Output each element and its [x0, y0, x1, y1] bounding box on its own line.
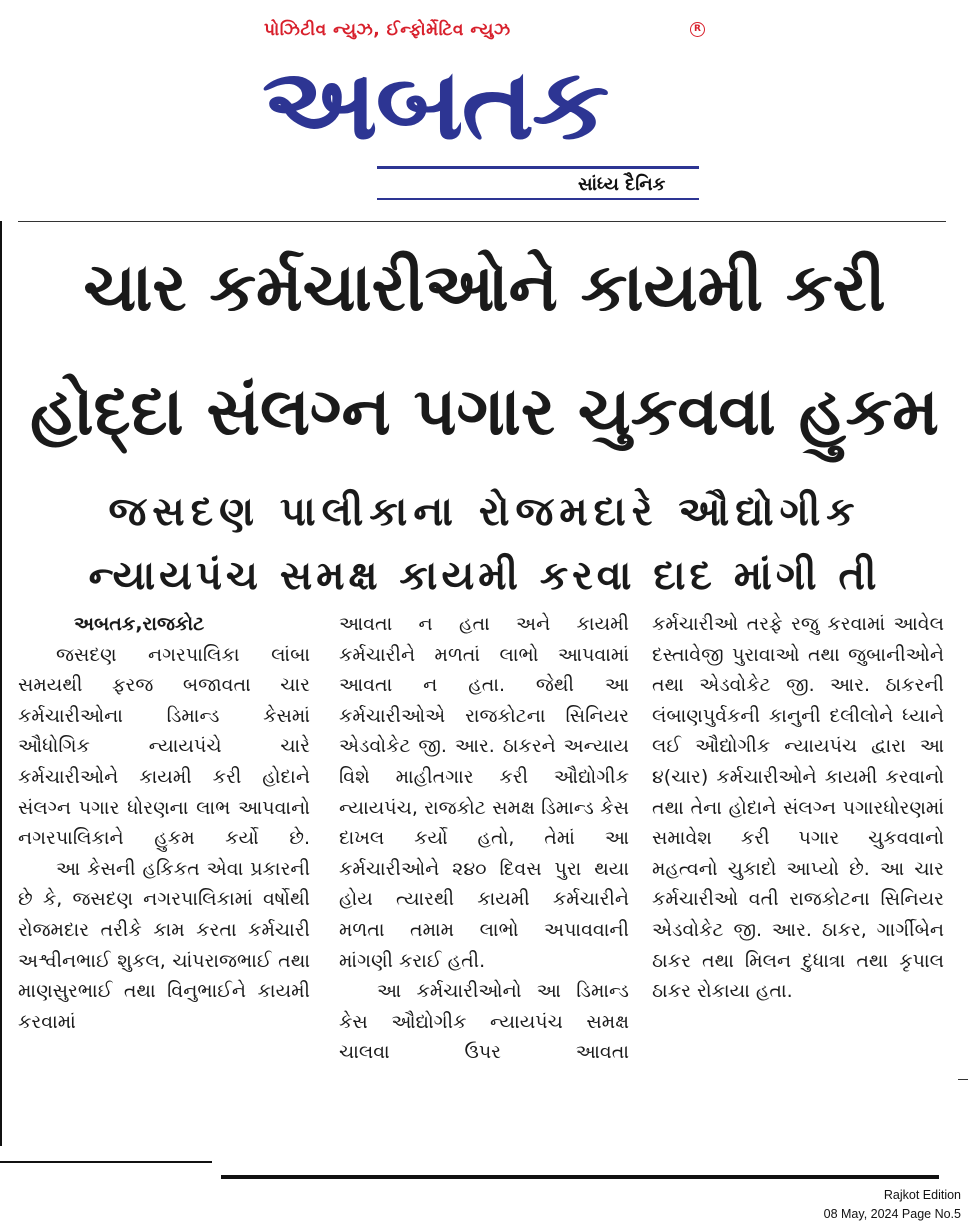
margin-mark — [958, 1079, 968, 1080]
masthead — [262, 18, 712, 203]
article-column-1 — [18, 609, 310, 1037]
article-paragraph: કર્મચારીઓ તરફે રજુ કરવામાં આવેલ દસ્તાવેજી પુરાવાઓ તથા જુબાનીઓને તથા એડવોકેટ જી. આર. ઠાકરની લંબાણપુર્વકની કાનુની દલીલોને ધ્યાને લઈ ઔદ્યોગીક ન્યાયપંચ દ્વારા આ ૪(ચાર) કર્મચારીઓને કાયમી કરવાનો તથા તેના હોદાને સંલગ્ન પગારધોરણમાં સમાવેશ કરી પગાર ચુકવવાનો મહત્વનો ચુકાદો આપ્યો છે. આ ચાર કર્મચારીઓ વતી રાજકોટના સિનિયર એડવોકેટ જી. આર. ઠાકર, ગાર્ગીબેન ઠાકર તથા મિલન દુધાત્રા તથા કૃપાલ ઠાકર રોકાયા હતા. — [652, 613, 944, 1003]
subtitle-underline — [377, 198, 699, 200]
subheadline-line-1: જસદણ પાલીકાના રોજમદારે ઔદ્યોગીક — [108, 489, 861, 535]
subheadline-line-2: ન્યાયપંચ સમક્ષ કાયમી કરવા દાદ માંગી તી — [88, 553, 881, 599]
edition-name: Rajkot Edition — [883, 1188, 961, 1202]
dateline: અબતક,રાજકોટ — [74, 613, 205, 635]
edition-date-page: 08 May, 2024 Page No.5 — [823, 1207, 961, 1221]
bottom-left-divider — [0, 1161, 212, 1163]
bottom-divider — [221, 1175, 939, 1179]
newspaper-logo: અબતક — [262, 48, 608, 162]
logo-underline — [377, 166, 699, 169]
registered-trademark-icon: R — [690, 22, 705, 37]
headline-line-2: હોદ્દા સંલગ્ન પગાર ચુકવવા હુકમ — [30, 373, 939, 450]
edition-info — [824, 1186, 961, 1224]
article-paragraph: આ કર્મચારીઓનો આ ડિમાન્ડ કેસ ઔદ્યોગીક ન્યાયપંચ સમક્ષ ચાલવા ઉપર આવતા — [339, 980, 629, 1064]
masthead-subtitle: સાંધ્ય દૈનિક — [578, 174, 666, 195]
headline-line-1: ચાર કર્મચારીઓને કાયમી કરી — [83, 249, 886, 326]
article-paragraph: આ કેસની હકિકત એવા પ્રકારની છે કે, જસદણ નગરપાલિકામાં વર્ષોથી રોજમદાર તરીકે કામ કરતા કર્મચારી અશ્વીનભાઈ શુકલ, ચાંપરાજભાઈ તથા માણસુરભાઈ તથા વિનુભાઈને કાયમી કરવામાં — [18, 857, 310, 1033]
article-column-2 — [339, 609, 629, 1068]
article-column-3 — [652, 609, 944, 1007]
article-paragraph: આવતા ન હતા અને કાયમી કર્મચારીને મળતાં લાભો આપવામાં આવતા ન હતા. જેથી આ કર્મચારીઓએ રાજકોટના સિનિયર એડવોકેટ જી. આર. ઠાકરને અન્યાય વિશે માહીતગાર કરી ઔદ્યોગીક ન્યાયપંચ, રાજકોટ સમક્ષ ડિમાન્ડ કેસ દાખલ કર્યો હતો, તેમાં આ કર્મચારીઓને ૨૪૦ દિવસ પુરા થયા હોય ત્યારથી કાયમી કર્મચારીને મળતા તમામ લાભો અપાવવાની માંગણી કરાઈ હતી. — [339, 613, 629, 972]
top-divider — [18, 221, 946, 222]
article-paragraph: જસદણ નગરપાલિકા લાંબા સમયથી ફરજ બજાવતા ચાર કર્મચારીઓના ડિમાન્ડ કેસમાં ઔધોગિક ન્યાયપંચે ચારે કર્મચારીઓને કાયમી કરી હોદાને સંલગ્ન પગાર ધોરણના લાભ આપવાનો નગરપાલિકાને હુકમ કર્યો છે. — [18, 643, 310, 850]
masthead-tagline: પોઝિટીવ ન્યુઝ, ઈન્ફોર્મેટિવ ન્યુઝ — [264, 20, 511, 40]
